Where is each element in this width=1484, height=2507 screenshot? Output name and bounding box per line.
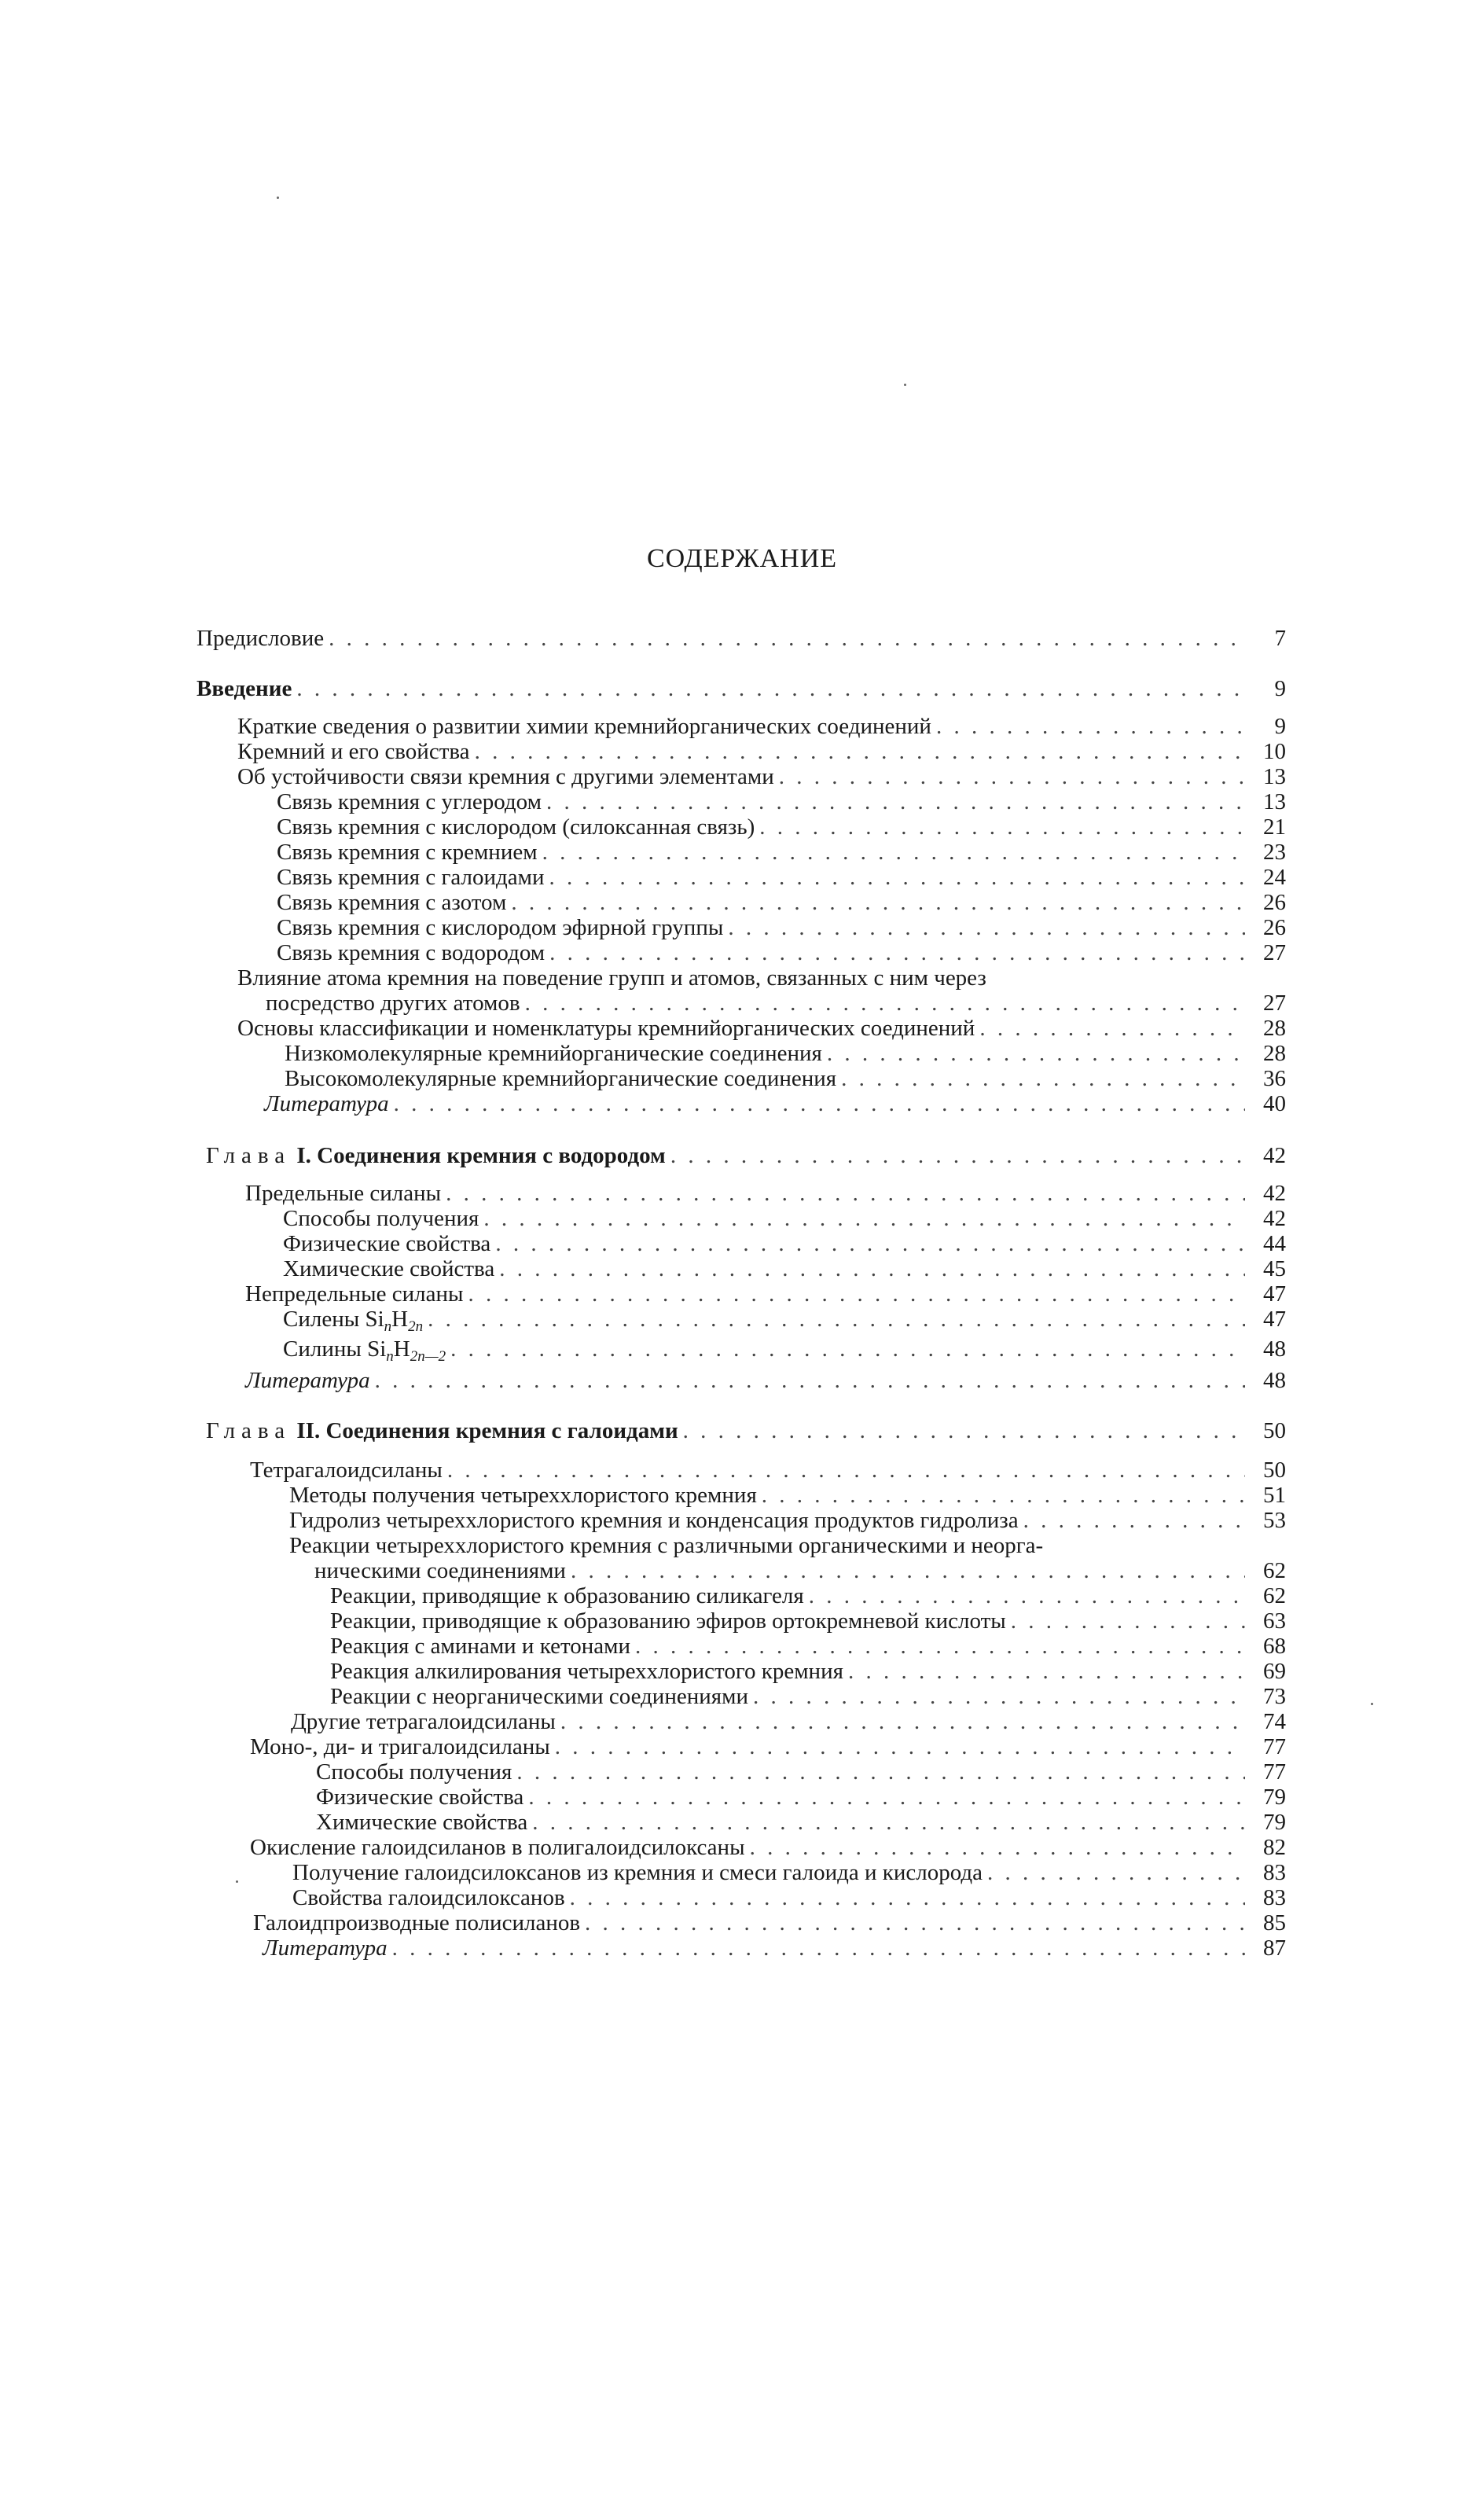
toc-page-number: 68 [1263,1634,1286,1659]
toc-page-number: 45 [1263,1256,1286,1281]
toc-page-number: 50 [1263,1458,1286,1483]
toc-page-number: 48 [1263,1336,1286,1362]
toc-entry-silenes[interactable]: Силены $Si_nH_{2n}$ . . . 47 [283,1307,1286,1332]
toc-entry[interactable]: Связь кремния с азотом . . . 26 [277,890,1286,915]
toc-page-number: 13 [1263,789,1286,814]
toc-page-number: 27 [1263,991,1286,1016]
toc-chapter-1[interactable] [206,1143,1286,1168]
toc-entry[interactable]: Связь кремния с водородом . . . 27 [277,940,1286,965]
toc-entry[interactable]: Получение галоидсилоксанов из кремния и смеси галоида и кислорода . . . 83 [292,1860,1286,1885]
toc-entry[interactable]: посредство других атомов . . . 27 [266,991,1286,1016]
toc-page-number: 13 [1263,764,1286,789]
toc-entry[interactable]: Связь кремния с галоидами . . . 24 [277,865,1286,890]
toc-entry[interactable]: Краткие сведения о развитии химии кремнийорганических соединений . . . 9 [237,714,1286,739]
toc-page-number: 24 [1263,865,1286,890]
toc-entry[interactable]: Реакции, приводящие к образованию силикагеля . . . 62 [330,1583,1286,1608]
toc-page-number: 7 [1274,626,1286,651]
toc-entry[interactable]: Физические свойства . . . 44 [283,1231,1286,1256]
toc-entry[interactable]: Химические свойства . . . 79 [316,1810,1286,1835]
toc-entry[interactable]: Методы получения четыреххлористого кремния . . . 51 [289,1483,1286,1508]
toc-page-number: 77 [1263,1759,1286,1785]
toc-page-number: 40 [1263,1091,1286,1116]
toc-entry[interactable]: Реакция с аминами и кетонами . . . 68 [330,1634,1286,1659]
toc-entry[interactable]: Способы получения . . . 42 [283,1206,1286,1231]
toc-page-number: 77 [1263,1734,1286,1759]
chapter-title: I. Соединения кремния с водородом [296,1143,666,1168]
toc-page-number: 28 [1263,1016,1286,1041]
toc-page-number: 85 [1263,1910,1286,1935]
toc-page-number: 44 [1263,1231,1286,1256]
toc-page-number: 26 [1263,915,1286,940]
toc-page-number: 50 [1263,1418,1286,1443]
toc-entry[interactable]: Химические свойства . . . 45 [283,1256,1286,1281]
toc-entry[interactable]: Связь кремния с углеродом . . . 13 [277,789,1286,814]
toc-entry[interactable]: Гидролиз четыреххлористого кремния и конденсация продуктов гидролиза . . . 53 [289,1508,1286,1533]
toc-page-number: 26 [1263,890,1286,915]
chapter-word: Глава [206,1418,292,1443]
toc-entry[interactable]: Связь кремния с кремнием . . . 23 [277,840,1286,865]
toc-page-number: 62 [1263,1583,1286,1608]
toc-page-number: 36 [1263,1066,1286,1091]
scan-speck [277,197,279,199]
chapter-word: Глава [206,1143,292,1168]
toc-page-number: 62 [1263,1558,1286,1583]
toc-page-number: 83 [1263,1860,1286,1885]
toc-entry-introduction[interactable] [197,676,1286,701]
toc-page-number: 82 [1263,1835,1286,1860]
toc-page-number: 53 [1263,1508,1286,1533]
toc-page-number: 21 [1263,814,1286,840]
toc-entry[interactable]: Об устойчивости связи кремния с другими элементами . . . 13 [237,764,1286,789]
toc-entry[interactable]: Моно-, ди- и тригалоидсиланы . . . 77 [250,1734,1286,1759]
toc-entry[interactable]: Связь кремния с кислородом эфирной группы . . . 26 [277,915,1286,940]
toc-entry[interactable]: Связь кремния с кислородом (силоксанная связь) . . . 21 [277,814,1286,840]
toc-entry[interactable]: Реакция алкилирования четыреххлористого кремния . . . 69 [330,1659,1286,1684]
toc-entry[interactable]: Предельные силаны . . . 42 [245,1181,1286,1206]
toc-page-number: 9 [1274,676,1286,701]
toc-page-number: 47 [1263,1281,1286,1307]
toc-entry-preface[interactable] [197,626,1286,651]
toc-entry-silynes[interactable]: Силины $Si_nH_{2n—2}$ . . . 48 [283,1336,1286,1362]
toc-page-number: 42 [1263,1206,1286,1231]
toc-entry-literature[interactable]: Литература . . . 48 [245,1368,1286,1393]
toc-entry[interactable]: Реакции с неорганическими соединениями . . . 73 [330,1684,1286,1709]
toc-page-number: 23 [1263,840,1286,865]
toc-page-number: 28 [1263,1041,1286,1066]
toc-entry[interactable]: ническими соединениями . . . 62 [314,1558,1286,1583]
toc-page-number: 48 [1263,1368,1286,1393]
toc-entry[interactable]: Высокомолекулярные кремнийорганические соединения . . . 36 [285,1066,1286,1091]
toc-entry[interactable]: Галоидпроизводные полисиланов . . . 85 [253,1910,1286,1935]
toc-entry[interactable]: Свойства галоидсилоксанов . . . 83 [292,1885,1286,1910]
toc-entry-literature[interactable]: Литература . . . 40 [264,1091,1286,1116]
toc-entry-line[interactable]: Реакции четыреххлористого кремния с различными органическими и неорга- [289,1533,1044,1558]
toc-entry[interactable]: Физические свойства . . . 79 [316,1785,1286,1810]
toc-entry-line[interactable]: Влияние атома кремния на поведение групп и атомов, связанных с ним через [237,965,986,991]
toc-page-number: 87 [1263,1935,1286,1961]
toc-page-number: 63 [1263,1608,1286,1634]
toc-entry[interactable]: Непредельные силаны . . . 47 [245,1281,1286,1307]
scan-speck [904,384,906,386]
toc-chapter-2[interactable] [206,1418,1286,1443]
chapter-title: II. Соединения кремния с галоидами [296,1418,678,1443]
toc-page-number: 47 [1263,1307,1286,1332]
toc-page-number: 10 [1263,739,1286,764]
scan-speck [1371,1703,1373,1705]
toc-entry[interactable]: Тетрагалоидсиланы . . . 50 [250,1458,1286,1483]
toc-page-number: 51 [1263,1483,1286,1508]
toc-page-number: 9 [1274,714,1286,739]
toc-entry-literature[interactable]: Литература . . . 87 [263,1935,1286,1961]
toc-entry[interactable]: Кремний и его свойства . . . 10 [237,739,1286,764]
toc-entry[interactable]: Окисление галоидсиланов в полигалоидсилоксаны . . . 82 [250,1835,1286,1860]
toc-page-number: 73 [1263,1684,1286,1709]
toc-entry-label: Введение [197,676,292,701]
toc-page-number: 27 [1263,940,1286,965]
toc-page-number: 79 [1263,1785,1286,1810]
toc-page-number: 83 [1263,1885,1286,1910]
toc-entry[interactable]: Реакции, приводящие к образованию эфиров ортокремневой кислоты . . . 63 [330,1608,1286,1634]
toc-page-number: 42 [1263,1143,1286,1168]
page-title: СОДЕРЖАНИЕ [646,544,838,573]
toc-page-number: 42 [1263,1181,1286,1206]
toc-entry[interactable]: Способы получения . . . 77 [316,1759,1286,1785]
toc-page-number: 69 [1263,1659,1286,1684]
toc-entry-label: Предисловие [197,626,325,651]
toc-page-number: 74 [1263,1709,1286,1734]
toc-entry[interactable]: Основы классификации и номенклатуры кремнийорганических соединений . . . 28 [237,1016,1286,1041]
toc-entry[interactable]: Другие тетрагалоидсиланы . . . 74 [291,1709,1286,1734]
scan-speck [236,1880,238,1883]
toc-entry[interactable]: Низкомолекулярные кремнийорганические соединения . . . 28 [285,1041,1286,1066]
toc-page-number: 79 [1263,1810,1286,1835]
